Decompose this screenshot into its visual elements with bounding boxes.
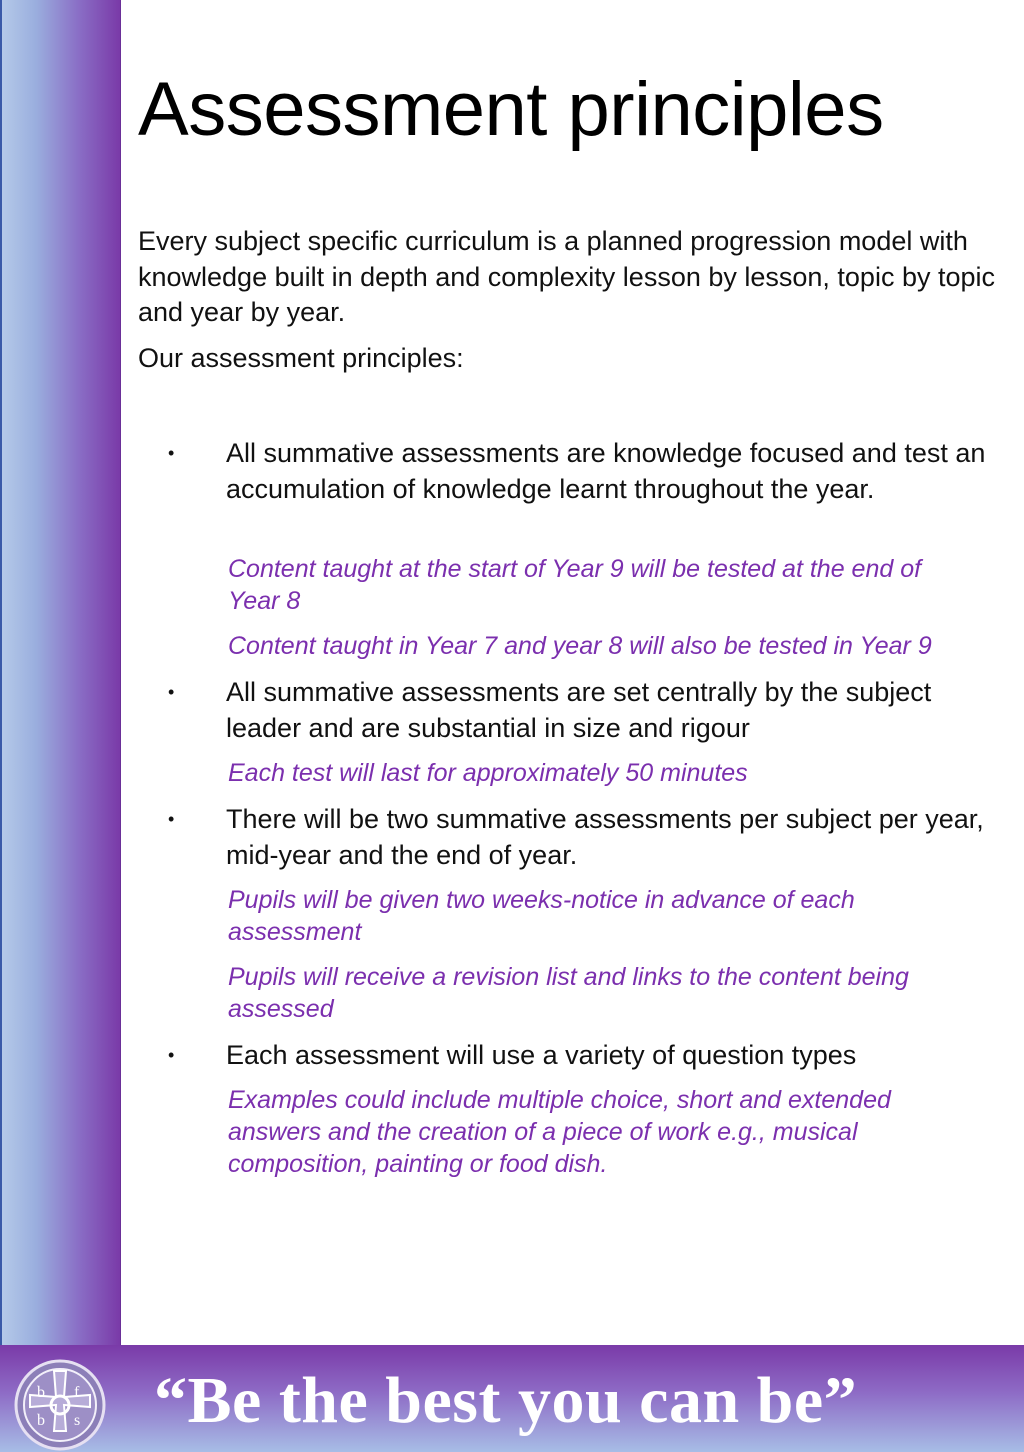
principle-text: Each assessment will use a variety of question types (226, 1040, 857, 1070)
principle-note: Pupils will receive a revision list and links to the content being assessed (228, 963, 909, 1023)
principles-subheading: Our assessment principles: (138, 343, 464, 373)
bullet-icon: • (168, 809, 175, 829)
principle-text: All summative assessments are knowledge focused and test an accumulation of knowledge learnt throughout the year. (226, 438, 986, 504)
principle-note: Each test will last for approximately 50 minutes (228, 759, 748, 787)
crest-letter: f (74, 1384, 80, 1401)
crest-letter: b (37, 1412, 45, 1429)
principle-text: All summative assessments are set centrally by the subject leader and are substantial in size and rigour (226, 677, 932, 743)
bullet-icon: • (168, 682, 175, 702)
crest-letter: b (37, 1384, 45, 1401)
school-motto: “Be the best you can be” (154, 1364, 858, 1437)
bullet-icon: • (168, 1045, 175, 1065)
principle-note: Content taught in Year 7 and year 8 will also be tested in Year 9 (228, 632, 932, 660)
school-crest-icon (14, 1359, 106, 1451)
principle-note: Content taught at the start of Year 9 will be tested at the end of Year 8 (228, 555, 922, 615)
intro-paragraph: Every subject specific curriculum is a planned progression model with knowledge built in depth and complexity lesson by lesson, topic by topic and year by year. (138, 226, 995, 327)
left-decorative-band (0, 0, 121, 1345)
footer-band (0, 1345, 1024, 1452)
page-title: Assessment principles (138, 67, 884, 152)
crest-letter: s (74, 1412, 81, 1429)
principle-note: Examples could include multiple choice, short and extended answers and the creation of a piece of work e.g., musical composition, painting or food dish. (228, 1086, 891, 1178)
principle-note: Pupils will be given two weeks-notice in advance of each assessment (228, 886, 855, 946)
bullet-icon: • (168, 443, 175, 463)
principle-text: There will be two summative assessments per subject per year, mid-year and the end of year. (226, 804, 984, 870)
